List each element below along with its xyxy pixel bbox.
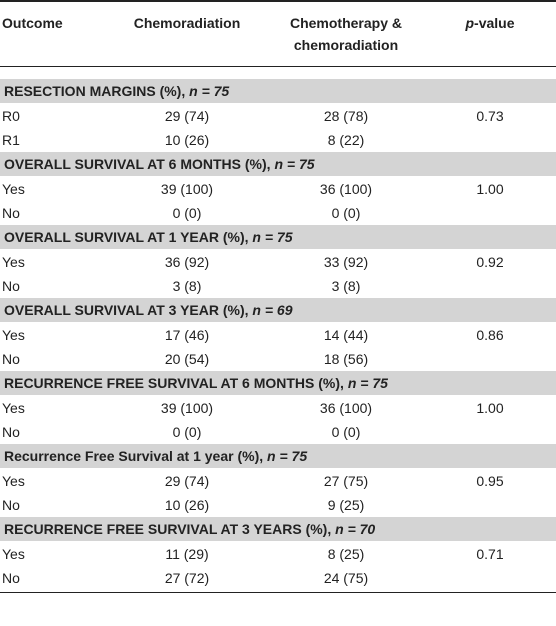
cell-chemo-combo: 3 (8) [331, 278, 361, 294]
cell-chemo-combo: 36 (100) [319, 400, 373, 416]
cell-chemo-combo: 18 (56) [323, 351, 369, 367]
cell-p-value: 0.71 [476, 546, 504, 562]
cell-p-value: 1.00 [476, 181, 504, 197]
row-label: Yes [2, 546, 25, 562]
row-label: Yes [2, 400, 25, 416]
section-header [0, 79, 556, 104]
table-row [0, 493, 556, 517]
cell-chemo-combo: 36 (100) [319, 181, 373, 197]
cell-p-value: 0.92 [476, 254, 504, 270]
section-n: n = 75 [189, 83, 230, 99]
cell-chemo-combo: 8 (22) [327, 132, 365, 148]
section-title: OVERALL SURVIVAL AT 1 YEAR (%), [4, 229, 253, 245]
table-row [0, 542, 556, 566]
table-row [0, 250, 556, 274]
section-title: OVERALL SURVIVAL AT 6 MONTHS (%), [4, 156, 275, 172]
header-p-italic: p [465, 15, 475, 31]
section-title: RECURRENCE FREE SURVIVAL AT 3 YEARS (%), [4, 521, 336, 537]
section-header [0, 152, 556, 177]
table-row [0, 566, 556, 590]
section-title: RESECTION MARGINS (%), [4, 83, 190, 99]
row-label: No [2, 278, 20, 294]
cell-chemoradiation: 29 (74) [164, 473, 210, 489]
cell-chemo-combo: 28 (78) [323, 108, 369, 124]
cell-p-value: 1.00 [476, 400, 504, 416]
table-row [0, 274, 556, 298]
row-label: No [2, 205, 20, 221]
cell-chemoradiation: 0 (0) [172, 424, 202, 440]
section-header [0, 444, 556, 469]
table-row [0, 177, 556, 201]
table-header [0, 2, 556, 66]
cell-chemoradiation: 36 (92) [164, 254, 210, 270]
section-header [0, 298, 556, 323]
row-label: No [2, 424, 20, 440]
row-label: Yes [2, 181, 25, 197]
section-n: n = 70 [335, 521, 376, 537]
section-n: n = 75 [267, 448, 308, 464]
header-p-rest: -value [474, 15, 515, 31]
cell-chemoradiation: 10 (26) [164, 132, 210, 148]
cell-chemoradiation: 27 (72) [164, 570, 210, 586]
header-combo-line1: Chemotherapy & [289, 15, 403, 31]
row-label: No [2, 351, 20, 367]
cell-p-value: 0.73 [476, 108, 504, 124]
row-label: R0 [2, 108, 20, 124]
cell-chemoradiation: 39 (100) [160, 400, 214, 416]
section-n: n = 75 [274, 156, 315, 172]
cell-chemoradiation: 29 (74) [164, 108, 210, 124]
bottom-rule [0, 592, 556, 593]
cell-p-value: 0.86 [476, 327, 504, 343]
row-label: No [2, 570, 20, 586]
section-title: RECURRENCE FREE SURVIVAL AT 6 MONTHS (%), [4, 375, 348, 391]
table-body [0, 79, 556, 590]
cell-chemoradiation: 0 (0) [172, 205, 202, 221]
cell-chemoradiation: 3 (8) [172, 278, 202, 294]
header-chemotherapy-chemoradiation [278, 12, 414, 56]
cell-chemoradiation: 17 (46) [164, 327, 210, 343]
table-row [0, 323, 556, 347]
cell-chemoradiation: 10 (26) [164, 497, 210, 513]
cell-chemoradiation: 20 (54) [164, 351, 210, 367]
table-row [0, 420, 556, 444]
section-title: OVERALL SURVIVAL AT 3 YEAR (%), [4, 302, 253, 318]
row-label: Yes [2, 254, 25, 270]
cell-chemo-combo: 33 (92) [323, 254, 369, 270]
cell-chemo-combo: 27 (75) [323, 473, 369, 489]
table-row [0, 104, 556, 128]
table-row [0, 347, 556, 371]
header-outcome: Outcome [2, 15, 63, 31]
cell-chemo-combo: 0 (0) [331, 205, 361, 221]
section-n: n = 75 [252, 229, 293, 245]
cell-chemo-combo: 0 (0) [331, 424, 361, 440]
header-chemoradiation: Chemoradiation [133, 15, 241, 31]
section-header [0, 371, 556, 396]
header-p-value [455, 12, 525, 34]
section-n: n = 69 [252, 302, 293, 318]
cell-chemo-combo: 24 (75) [323, 570, 369, 586]
header-combo-line2: chemoradiation [293, 37, 399, 53]
cell-chemoradiation: 11 (29) [165, 546, 209, 562]
table-row [0, 469, 556, 493]
section-n: n = 75 [347, 375, 388, 391]
table-row [0, 128, 556, 152]
cell-chemo-combo: 8 (25) [327, 546, 365, 562]
row-label: No [2, 497, 20, 513]
row-label: Yes [2, 327, 25, 343]
row-label: Yes [2, 473, 25, 489]
cell-chemo-combo: 14 (44) [323, 327, 369, 343]
cell-chemoradiation: 39 (100) [160, 181, 214, 197]
section-title: Recurrence Free Survival at 1 year (%), [4, 448, 268, 464]
cell-chemo-combo: 9 (25) [327, 497, 365, 513]
row-label: R1 [2, 132, 20, 148]
table-row [0, 396, 556, 420]
cell-p-value: 0.95 [476, 473, 504, 489]
section-header [0, 517, 556, 542]
section-header [0, 225, 556, 250]
table-row [0, 201, 556, 225]
